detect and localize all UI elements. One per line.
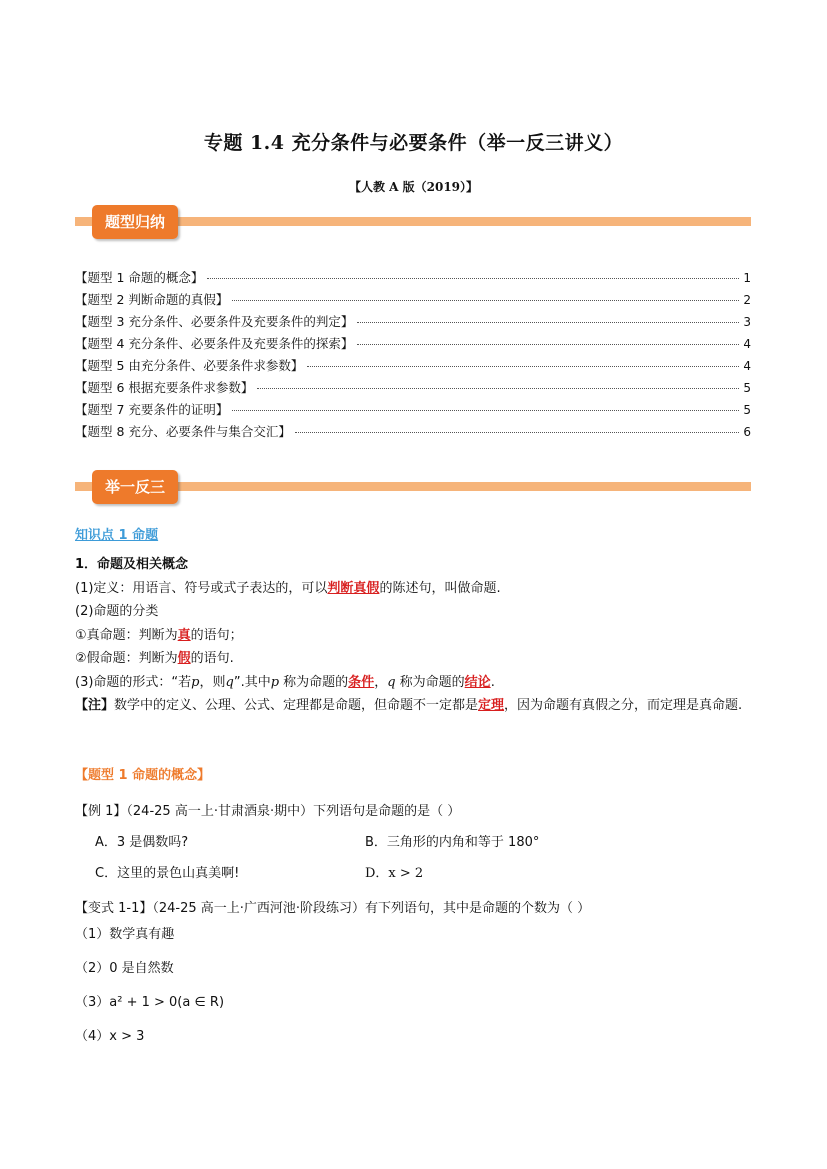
example-question: 【例 1】（24-25 高一上·甘肃酒泉·期中）下列语句是命题的是（ ） (75, 804, 461, 819)
option-c: C．这里的景色山真美啊! (95, 866, 240, 881)
toc-item[interactable]: 【题型 7 充要条件的证明】 5 (75, 402, 751, 417)
option-a: A．3 是偶数吗? (95, 835, 189, 850)
classify-line: (2)命题的分类 (75, 604, 159, 619)
section-bar-practice (75, 470, 751, 506)
knowledge-content (75, 553, 755, 718)
variant-item: （1）数学真有趣 (75, 927, 175, 942)
section-badge: 举一反三 (92, 470, 178, 504)
variant-question: 【变式 1-1】（24-25 高一上·广西河池·阶段练习）有下列语句，其中是命题的个数为（ ） (75, 901, 591, 916)
example-block (75, 800, 755, 1054)
table-of-contents (75, 268, 751, 444)
option-b: B．三角形的内角和等于 180° (365, 835, 540, 850)
section-bar-summary (75, 205, 751, 241)
true-line: ①真命题：判断为真的语句； (75, 627, 243, 643)
toc-item[interactable]: 【题型 3 充分条件、必要条件及充要条件的判定】 3 (75, 314, 751, 329)
section-badge: 题型归纳 (92, 205, 178, 239)
page-title: 专题 1.4 充分条件与必要条件（举一反三讲义） (203, 132, 624, 154)
false-line: ②假命题：判断为假的语句. (75, 651, 234, 666)
form-line: (3)命题的形式：“若p，则q”.其中p 称为命题的条件，q 称为命题的结论. (75, 674, 495, 690)
toc-item[interactable]: 【题型 2 判断命题的真假】 2 (75, 292, 751, 307)
option-d: D．x > 2 (365, 866, 424, 881)
toc-item[interactable]: 【题型 1 命题的概念】 1 (75, 270, 751, 285)
variant-item: （2）0 是自然数 (75, 961, 174, 976)
example-options (95, 831, 755, 881)
variant-item: （3）a² + 1 > 0(a ∈ R) (75, 995, 225, 1010)
type1-heading: 【题型 1 命题的概念】 (75, 768, 211, 783)
toc-item[interactable]: 【题型 5 由充分条件、必要条件求参数】 4 (75, 358, 751, 373)
edition-label: 【人教 A 版（2019）】 (348, 180, 479, 194)
sub-heading: 1．命题及相关概念 (75, 557, 189, 572)
toc-item[interactable]: 【题型 6 根据充要条件求参数】 5 (75, 380, 751, 395)
toc-item[interactable]: 【题型 8 充分、必要条件与集合交汇】 6 (75, 424, 751, 439)
note-paragraph: 【注】数学中的定义、公理、公式、定理都是命题，但命题不一定都是定理，因为命题有真假之分，而定理是真命题. (75, 698, 743, 713)
variant-items (75, 918, 755, 1054)
toc-item[interactable]: 【题型 4 充分条件、必要条件及充要条件的探索】 4 (75, 336, 751, 351)
variant-item: （4）x > 3 (75, 1029, 145, 1044)
definition-line: (1)定义：用语言、符号或式子表达的，可以判断真假的陈述句，叫做命题. (75, 580, 501, 596)
knowledge-heading: 知识点 1 命题 (75, 528, 159, 543)
